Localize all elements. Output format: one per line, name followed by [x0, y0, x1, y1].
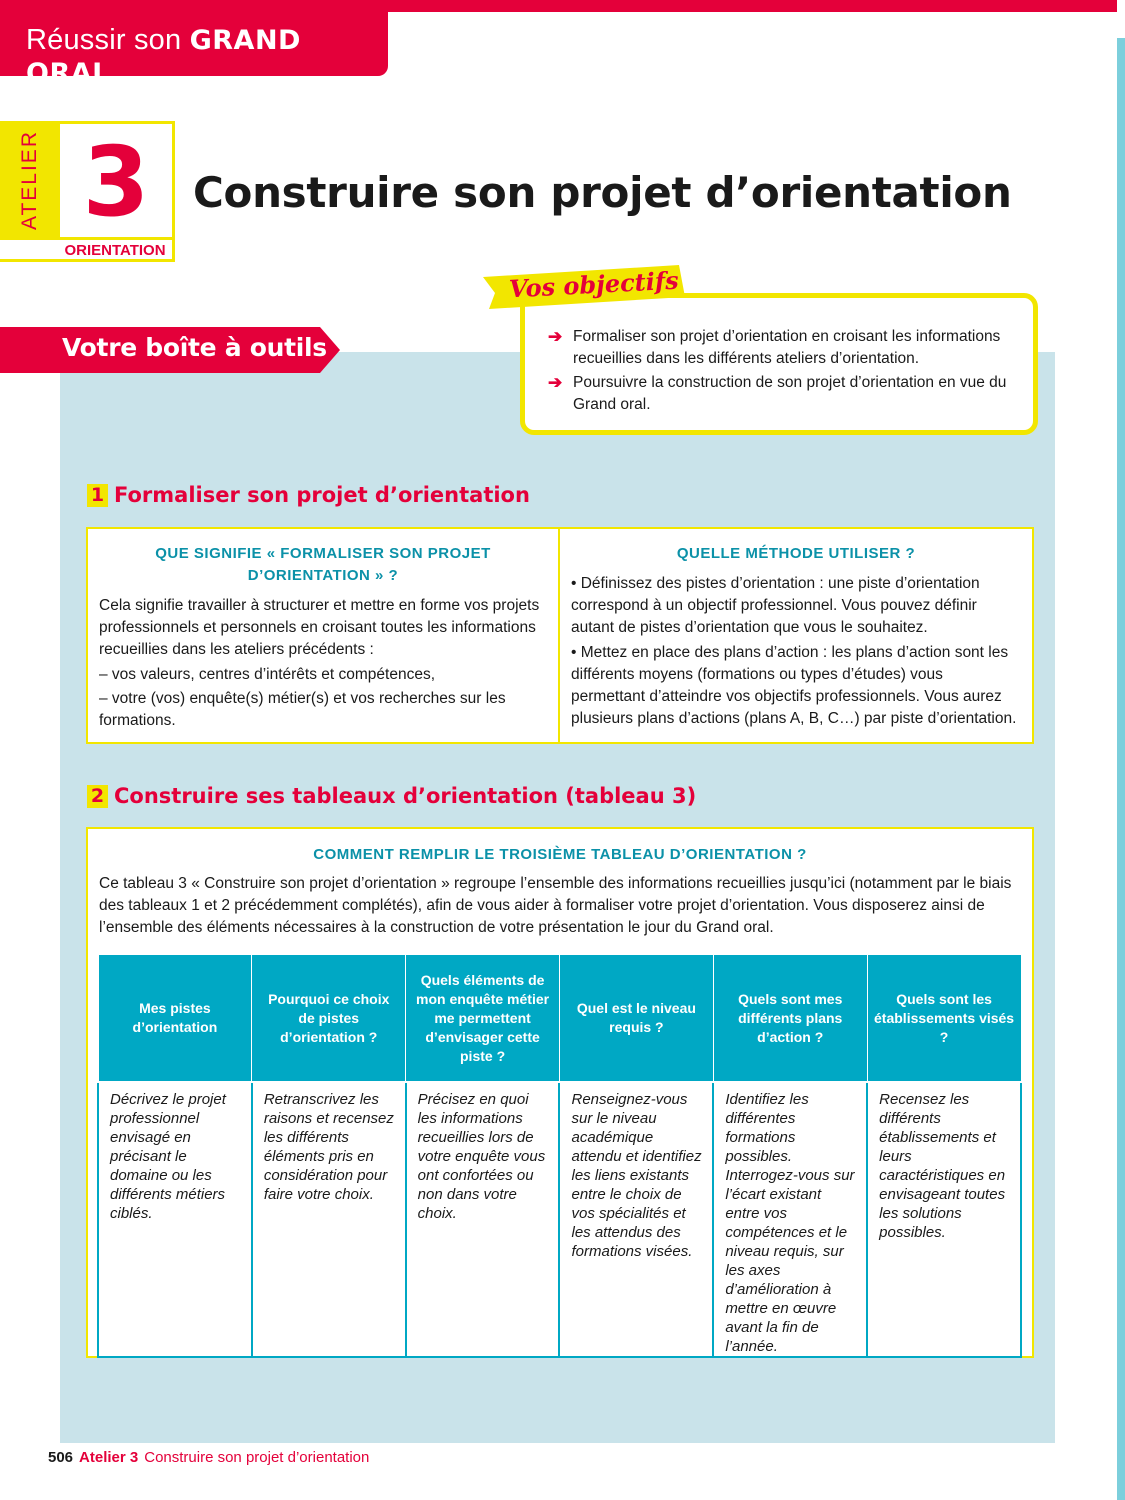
objective-item — [548, 372, 1013, 416]
section2-intro — [99, 873, 1021, 939]
badge-number: 3 — [82, 126, 150, 238]
meaning-column-text — [99, 595, 547, 732]
page-title: Construire son projet d’orientation — [193, 168, 1012, 217]
table-header: Quels éléments de mon enquête métier me permettent d’envisager cette piste ? — [406, 954, 560, 1082]
section1-heading — [87, 483, 530, 507]
section2-number: 2 — [87, 785, 108, 808]
meaning-bullet: – vos valeurs, centres d’intérêts et compétences, — [99, 666, 435, 683]
arrow-right-icon: ➔ — [548, 373, 563, 392]
badge-vertical-band — [0, 124, 60, 237]
objectives-box — [520, 293, 1038, 435]
toolbox-label: Votre boîte à outils — [62, 333, 327, 362]
method-column-text — [571, 573, 1021, 730]
page-number: 506 — [48, 1449, 74, 1466]
header-title: GRAND ORAL — [26, 25, 301, 89]
section1-title: Formaliser son projet d’orientation — [114, 483, 530, 507]
table-header: Quels sont mes différents plans d’action ? — [713, 954, 867, 1082]
table-cell: Identifiez les différentes formations possibles. Interrogez-vous sur l’écart existant entre vos compétences et le niveau requis, sur les axes d’amélioration à mettre en œuvre avant la fin de l’année. — [713, 1082, 867, 1357]
method-bullet-lead: • Mettez en place des plans d’action : — [571, 644, 828, 661]
objectives-tag — [479, 263, 687, 311]
method-column — [560, 529, 1032, 742]
table-header: Pourquoi ce choix de pistes d’orientation ? — [252, 954, 406, 1082]
arrow-right-icon: ➔ — [548, 327, 563, 346]
table-cell: Recensez les différents établissements et leurs caractéristiques en envisageant toutes les solutions possibles. — [867, 1082, 1021, 1357]
section2-title: Construire ses tableaux d’orientation (tableau 3) — [114, 784, 697, 808]
section1-box — [86, 527, 1034, 744]
atelier-badge — [0, 121, 175, 262]
toolbox-ribbon — [0, 327, 340, 373]
table-header: Quel est le niveau requis ? — [559, 954, 713, 1082]
objective-text: Poursuivre la construction de son projet d’orientation en vue du Grand oral. — [573, 374, 1007, 413]
badge-vertical-label: ATELIER — [18, 130, 41, 230]
table-header-row — [98, 954, 1021, 1082]
method-bullet — [571, 573, 1021, 639]
meaning-paragraph: Cela signifie travailler à structurer et mettre en forme vos projets professionnels et personnels en croisant toutes les informations recueillies dans les ateliers précédents : — [99, 597, 540, 658]
objective-item — [548, 326, 1013, 370]
method-bullet-text: une piste d’orientation correspond à un objectif professionnel. Vous pouvez définir autant de pistes d’orientation que vous le souhaitez. — [571, 575, 980, 636]
page-footer — [48, 1449, 369, 1466]
header-prefix: Réussir son — [26, 24, 182, 56]
meaning-column — [88, 529, 560, 742]
badge-category-text: ORIENTATION — [64, 242, 166, 259]
objectives-tag-label: Vos objectifs — [508, 265, 680, 304]
method-bullet-lead: • Définissez des pistes d’orientation : — [571, 575, 824, 592]
table-row — [98, 1082, 1021, 1357]
footer-title: Construire son projet d’orientation — [144, 1449, 370, 1466]
meaning-bullet: – votre (vos) enquête(s) métier(s) et vos recherches sur les formations. — [99, 690, 506, 729]
header-tab — [0, 0, 388, 89]
table-header: Mes pistes d’orientation — [98, 954, 252, 1082]
table-cell: Renseignez-vous sur le niveau académique attendu et identifiez les liens existants entre le choix de vos spécialités et les attendus des formations visées. — [559, 1082, 713, 1357]
section1-number: 1 — [87, 484, 108, 507]
intro-part: Ce — [99, 875, 124, 892]
table-header: Quels sont les établissements visés ? — [867, 954, 1021, 1082]
section2-box-title: COMMENT REMPLIR LE TROISIÈME TABLEAU D’ORIENTATION ? — [313, 846, 807, 863]
intro-emphasis: tableau 3 « Construire son projet d’orientation » — [123, 875, 450, 892]
footer-atelier: Atelier 3 — [79, 1449, 139, 1466]
section2-heading — [87, 784, 696, 808]
method-bullet-text: les plans d’action sont les différents moyens (formations ou types d’études) vous permettant d’atteindre vos objectifs professionnels. Vous aurez plusieurs plans d’actions (plans A, B, C…) par piste d’orientation. — [571, 644, 1017, 727]
method-bullet — [571, 642, 1021, 730]
intro-part: regroupe l’ensemble des informations recueillies jusqu’ici (notamment par le biais des tableaux 1 et 2 précédemment complétés), afin de vous aider à formaliser votre projet d’orientation. Vous disposerez ainsi de l’ensemble des éléments nécessaires à la construction de votre présentation le jour du Grand oral. — [99, 875, 1012, 936]
badge-category — [0, 237, 172, 262]
table-cell: Décrivez le projet professionnel envisagé en précisant le domaine ou les différents métiers ciblés. — [98, 1082, 252, 1357]
right-edge-stripe — [1117, 38, 1125, 1500]
objective-text: Formaliser son projet d’orientation en croisant les informations recueillies dans les différents ateliers d’orientation. — [573, 328, 1001, 367]
table-cell: Précisez en quoi les informations recueillies lors de votre enquête vous ont confortées ou non dans votre choix. — [406, 1082, 560, 1357]
table-cell: Retranscrivez les raisons et recensez les différents éléments pris en considération pour faire votre choix. — [252, 1082, 406, 1357]
method-column-title: QUELLE MÉTHODE UTILISER ? — [676, 545, 916, 562]
orientation-table — [97, 953, 1022, 1358]
meaning-column-title: QUE SIGNIFIE « FORMALISER SON PROJET D’ORIENTATION » ? — [155, 545, 491, 584]
